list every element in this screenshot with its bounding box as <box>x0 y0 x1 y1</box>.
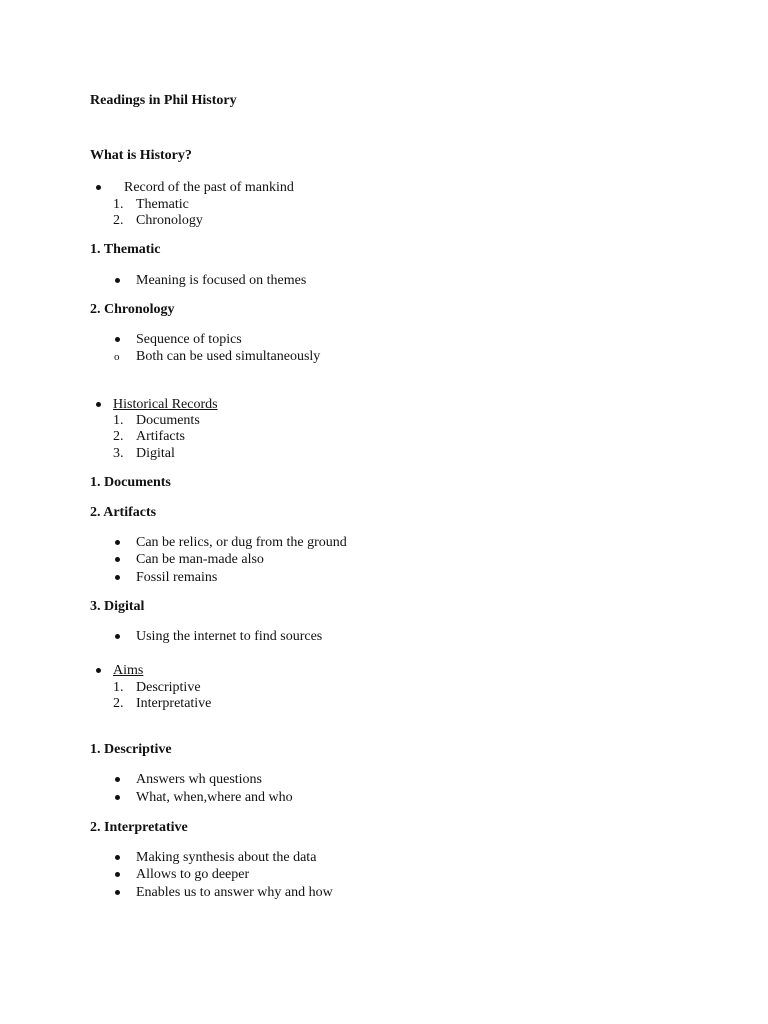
list-number: 1. <box>113 413 124 428</box>
bullet-icon <box>115 855 120 860</box>
bullet-text-aims: Aims <box>113 663 144 678</box>
bullet-icon <box>96 402 101 407</box>
bullet-text: Record of the past of mankind <box>124 180 294 195</box>
bullet-text: Making synthesis about the data <box>136 850 317 865</box>
bullet-icon <box>115 278 120 283</box>
section-heading-documents: 1. Documents <box>90 475 171 490</box>
bullet-icon <box>115 890 120 895</box>
bullet-icon <box>115 575 120 580</box>
section-heading-thematic: 1. Thematic <box>90 242 161 257</box>
list-item: Artifacts <box>136 429 185 444</box>
sub-bullet-text: Both can be used simultaneously <box>136 349 321 364</box>
bullet-icon <box>115 795 120 800</box>
bullet-icon <box>115 337 120 342</box>
list-item: Chronology <box>136 213 203 228</box>
list-item: Interpretative <box>136 696 212 711</box>
list-number: 3. <box>113 446 124 461</box>
bullet-text: Enables us to answer why and how <box>136 885 333 900</box>
bullet-text: Using the internet to find sources <box>136 629 323 644</box>
section-heading-digital: 3. Digital <box>90 599 145 614</box>
bullet-icon <box>115 777 120 782</box>
bullet-icon <box>115 872 120 877</box>
list-number: 1. <box>113 197 124 212</box>
bullet-icon <box>115 540 120 545</box>
list-number: 2. <box>113 213 124 228</box>
bullet-text: Answers wh questions <box>136 772 262 787</box>
bullet-text: Allows to go deeper <box>136 867 250 882</box>
bullet-icon <box>115 634 120 639</box>
bullet-text: Can be relics, or dug from the ground <box>136 535 347 550</box>
bullet-text: Sequence of topics <box>136 332 242 347</box>
document-title: Readings in Phil History <box>90 93 237 108</box>
bullet-text: Meaning is focused on themes <box>136 273 307 288</box>
list-item: Digital <box>136 446 175 461</box>
bullet-icon <box>96 185 101 190</box>
section-heading-descriptive: 1. Descriptive <box>90 742 172 757</box>
bullet-icon <box>96 668 101 673</box>
list-item: Documents <box>136 413 200 428</box>
list-item: Thematic <box>136 197 189 212</box>
bullet-text: Fossil remains <box>136 570 218 585</box>
list-number: 1. <box>113 680 124 695</box>
section-heading-chronology: 2. Chronology <box>90 302 175 317</box>
bullet-text: What, when,where and who <box>136 790 293 805</box>
bullet-text: Can be man-made also <box>136 552 264 567</box>
section-heading-what-is-history: What is History? <box>90 148 192 163</box>
bullet-text-historical-records: Historical Records <box>113 397 218 412</box>
list-number: 2. <box>113 696 124 711</box>
list-number: 2. <box>113 429 124 444</box>
section-heading-artifacts: 2. Artifacts <box>90 505 157 520</box>
bullet-icon <box>115 557 120 562</box>
sub-bullet-icon: o <box>114 351 120 363</box>
list-item: Descriptive <box>136 680 201 695</box>
section-heading-interpretative: 2. Interpretative <box>90 820 188 835</box>
